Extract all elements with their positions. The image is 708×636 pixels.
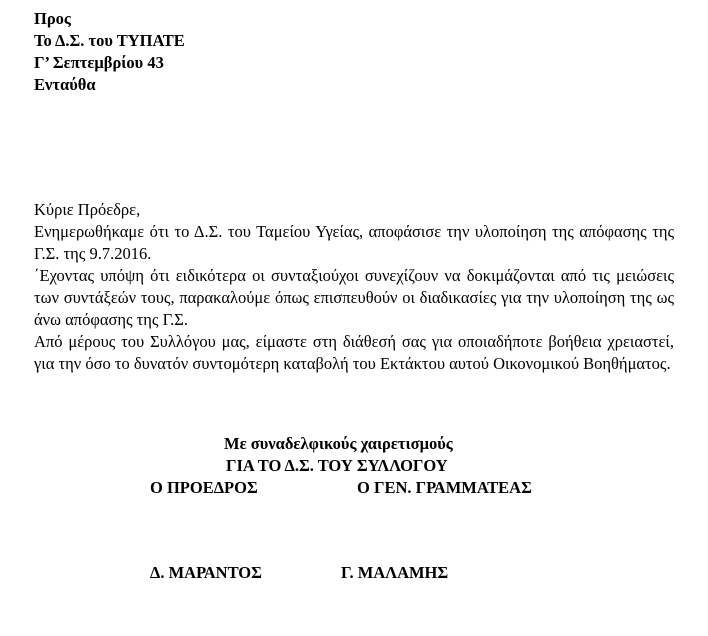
president-title: Ο ΠΡΟΕΔΡΟΣ bbox=[150, 478, 258, 497]
recipient-line-city: Ενταύθα bbox=[34, 75, 96, 94]
letter-body bbox=[34, 199, 674, 375]
secretary-title: Ο ΓΕΝ. ΓΡΑΜΜΑΤΕΑΣ bbox=[357, 478, 532, 497]
secretary-name: Γ. ΜΑΛΑΜΗΣ bbox=[341, 563, 449, 582]
recipient-line-to: Προς bbox=[34, 9, 71, 28]
paragraph-2: ΄Εχοντας υπόψη ότι ειδικότερα οι συνταξιούχοι συνεχίζουν να δοκιμάζονται από τις μειώσεις των συντάξεών τους, παρακαλούμε όπως επισπευθούν οι διαδικασίες για την υλοποίηση της ως άνω απόφασης της Γ.Σ. bbox=[34, 266, 674, 329]
recipient-line-board: Το Δ.Σ. του ΤΥΠΑΤΕ bbox=[34, 31, 185, 50]
recipient-line-street: Γ’ Σεπτεμβρίου 43 bbox=[34, 53, 164, 72]
president-name: Δ. ΜΑΡΑΝΤΟΣ bbox=[150, 563, 262, 582]
closing-line: Με συναδελφικούς χαιρετισμούς bbox=[224, 434, 453, 453]
paragraph-3: Από μέρους του Συλλόγου μας, είμαστε στη διάθεσή σας για οποιαδήποτε βοήθεια χρειαστεί, για την όσο το δυνατόν συντομότερη καταβολή του Εκτάκτου αυτού Οικονομικού Βοηθήματος. bbox=[34, 332, 674, 373]
recipient-address bbox=[34, 8, 185, 96]
salutation: Κύριε Πρόεδρε, bbox=[34, 200, 141, 219]
on-behalf-line: ΓΙΑ ΤΟ Δ.Σ. ΤΟΥ ΣΥΛΛΟΓΟΥ bbox=[226, 456, 448, 475]
paragraph-1: Ενημερωθήκαμε ότι το Δ.Σ. του Ταμείου Υγείας, αποφάσισε την υλοποίηση της απόφασης της Γ.Σ. της 9.7.2016. bbox=[34, 222, 674, 263]
